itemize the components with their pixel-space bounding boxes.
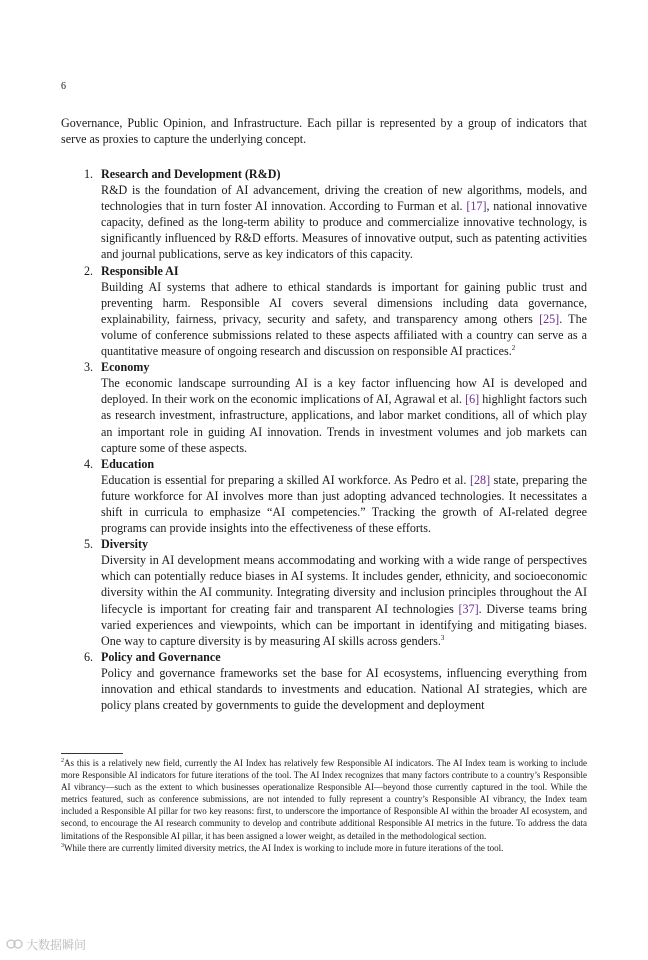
footnote	[61, 842, 587, 854]
watermark-logo-icon	[6, 938, 26, 950]
item-number: 5.	[84, 537, 94, 552]
footnote	[61, 757, 587, 842]
item-number: 2.	[84, 263, 94, 278]
item-number: 4.	[84, 456, 94, 471]
citation-link[interactable]: [17]	[466, 199, 487, 214]
item-text: Education is essential for preparing a skilled AI workforce. As Pedro et al. [28] state, preparing the future workforce for AI involves more than just adopting advanced technologies. It necessitates a shift in curricula to emphasize “AI competencies.” Tracking the growth of AI-related degree programs can provide insights into the effectiveness of these efforts.	[101, 472, 587, 536]
list-item	[61, 536, 587, 649]
list-item	[61, 166, 587, 263]
footnote-marker[interactable]: 3	[440, 633, 445, 642]
list-item	[61, 649, 587, 713]
footnote-mark: 2	[61, 758, 64, 764]
item-title: Responsible AI	[101, 263, 179, 278]
watermark	[6, 936, 86, 953]
item-title: Research and Development (R&D)	[101, 167, 281, 181]
item-text: Diversity in AI development means accommodating and working with a wide range of perspectives which can potentially reduce biases in AI systems. It includes gender, ethnicity, and socioeconomic diversity within the AI community. Integrating diversity and inclusion principles throughout the AI lifecycle is important for creating fair and transparent AI technologies [37]. Diverse teams bring varied experiences and viewpoints, which can be important in identifying and mitigating biases. One way to capture diversity is by measuring AI skills across genders.$^3$	[101, 553, 587, 648]
item-title: Education	[101, 456, 155, 471]
item-text: R&D is the foundation of AI advancement, driving the creation of new algorithms, models, and technologies that in turn foster AI innovation. According to Furman et al. [17], national innovative capacity, defined as the long-term ability to produce and commercialize innovative technology, is significantly influenced by R&D efforts. Measures of innovative output, such as patenting activities and journal publications, serve as key indicators of this capacity.	[101, 183, 587, 262]
item-title: Economy	[101, 360, 150, 375]
item-number: 6.	[84, 649, 94, 664]
list-item	[61, 456, 587, 536]
citation-link[interactable]: [25]	[539, 311, 560, 326]
item-text: The economic landscape surrounding AI is a key factor influencing how AI is developed and deployed. In their work on the economic implications of AI, Agrawal et al. [6] highlight factors such as research investment, infrastructure, applications, and labor market conditions, all of which play an important role in guiding AI innovation. Trends in investment volumes and job markets can capture some of these aspects.	[101, 376, 587, 455]
footnote-text: While there are currently limited diversity metrics, the AI Index is working to include more in future iterations of the tool.	[64, 842, 504, 853]
footnote-text: As this is a relatively new field, currently the AI Index has relatively few Responsible AI indicators. The AI Index team is working to include more Responsible AI indicators for future iterations of the tool. The AI Index recognizes that many factors contribute to a country’s Responsible AI vibrancy—such as the extent to which businesses operationalize Responsible AI—beyond those currently captured in the tool. While the metrics featured, such as conference submissions, are not intended to fully represent a country’s Responsible AI vibrancy, the Index team included a Responsible AI pillar for two key reasons: first, to underscore the importance of Responsible AI within the broader AI ecosystem, and second, to encourage the AI research community to develop and contribute additional Responsible AI metrics in the future. To address the data limitations of the Responsible AI pillar, it has been assigned a lower weight, as detailed in the methodological section.	[61, 758, 587, 841]
citation-link[interactable]: [37]	[458, 601, 479, 616]
watermark-text: 大数据瞬间	[26, 938, 87, 952]
footnote-mark: 3	[61, 842, 64, 849]
list-item	[61, 359, 587, 456]
item-title: Diversity	[101, 537, 149, 552]
item-text: Policy and governance frameworks set the base for AI ecosystems, influencing everything from innovation and ethical standards to investments and education. National AI strategies, which are policy plans created by governments to guide the development and deployment	[101, 665, 587, 713]
item-title: Policy and Governance	[101, 649, 221, 664]
footnote-divider	[61, 753, 123, 754]
list-item	[61, 263, 587, 360]
item-number: 3.	[84, 360, 94, 375]
citation-link[interactable]: [6]	[465, 392, 480, 407]
citation-link[interactable]: [28]	[469, 472, 491, 487]
intro-paragraph: Governance, Public Opinion, and Infrastructure. Each pillar is represented by a group of indicators that serve as proxies to capture the underlying concept.	[61, 116, 587, 147]
footnotes	[61, 757, 587, 854]
item-number: 1.	[84, 167, 94, 181]
page-number: 6	[61, 81, 66, 92]
footnote-marker[interactable]: 2	[511, 344, 516, 352]
pillar-list	[61, 166, 587, 713]
item-text: Building AI systems that adhere to ethical standards is important for gaining public trust and preventing harm. Responsible AI covers several dimensions including data governance, explainability, fairness, privacy, security and safety, and transparency among others [25]. The volume of conference submissions related to these aspects affiliated with a country can serve as a quantitative measure of ongoing research and discussion on responsible AI practices.$^2$	[101, 279, 587, 359]
